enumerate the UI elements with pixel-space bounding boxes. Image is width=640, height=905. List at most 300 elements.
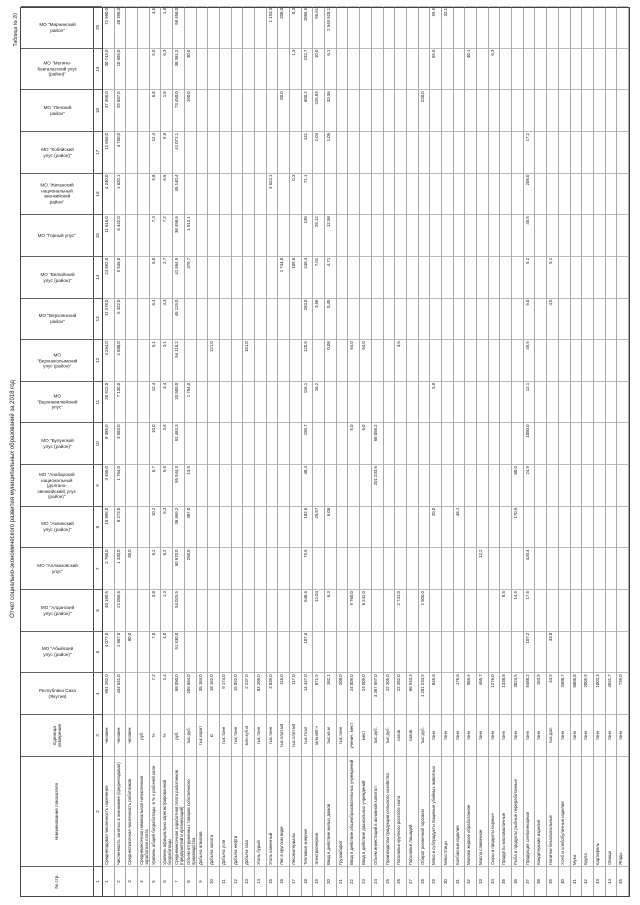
value-cell	[512, 131, 523, 173]
value-cell	[500, 48, 511, 90]
value-cell: 12,58	[325, 214, 336, 256]
table-row	[313, 8, 325, 896]
value-cell: 17,2	[524, 131, 535, 173]
row-number: 8	[185, 866, 196, 896]
value-cell	[489, 464, 500, 506]
value-cell: 15 092,0	[232, 672, 243, 714]
table-row	[594, 8, 606, 896]
value-cell: 2 688,0	[115, 339, 126, 381]
value-cell: 3 839,0	[267, 672, 278, 714]
value-cell: 5,6	[161, 464, 172, 506]
value-cell	[571, 589, 582, 631]
value-cell: 6,0	[348, 422, 359, 464]
value-cell	[337, 589, 348, 631]
value-cell: 183,9	[535, 672, 546, 714]
table-row	[442, 8, 454, 896]
value-cell	[290, 381, 301, 423]
value-cell	[535, 422, 546, 464]
value-cell	[372, 381, 383, 423]
value-cell	[384, 381, 395, 423]
column-header-label: Республика Саха (Якутия)	[38, 688, 76, 699]
row-number: 11	[220, 866, 231, 896]
value-cell	[384, 89, 395, 131]
unit: тыс.тонн	[220, 714, 231, 756]
value-cell	[360, 6, 371, 48]
value-cell	[535, 298, 546, 340]
value-cell	[197, 6, 208, 48]
value-cell: 80,0	[512, 464, 523, 506]
value-cell: 206,0	[524, 173, 535, 215]
value-cell: 40,1	[465, 48, 476, 90]
value-cell: 5,0	[150, 48, 161, 90]
value-cell	[395, 547, 406, 589]
value-cell	[220, 339, 231, 381]
value-cell	[617, 381, 628, 423]
value-cell: 8 273,0	[115, 506, 126, 548]
value-cell: 4,5	[547, 298, 558, 340]
value-cell	[337, 131, 348, 173]
row-number: 39	[547, 866, 558, 896]
value-cell	[278, 298, 289, 340]
value-cell	[582, 6, 593, 48]
value-cell: 4,0	[161, 631, 172, 673]
value-cell	[384, 298, 395, 340]
value-cell: 9 760,0	[348, 589, 359, 631]
value-cell	[442, 506, 453, 548]
value-cell: 109,6	[290, 256, 301, 298]
table-row	[115, 8, 127, 896]
value-cell	[582, 89, 593, 131]
value-cell	[524, 506, 535, 548]
value-cell	[278, 131, 289, 173]
value-cell: 107,2	[524, 631, 535, 673]
value-cell: 170,6	[512, 506, 523, 548]
row-number: 25	[384, 866, 395, 896]
value-cell	[559, 422, 570, 464]
value-cell	[278, 422, 289, 464]
value-cell	[582, 381, 593, 423]
value-cell	[547, 506, 558, 548]
value-cell	[267, 89, 278, 131]
value-cell: 5,0	[430, 381, 441, 423]
unit: тонн	[512, 714, 523, 756]
value-cell	[617, 6, 628, 48]
value-cell: 176,6	[454, 672, 465, 714]
indicator-name: Рыба и продукты рыбные переработанные	[512, 756, 523, 866]
value-cell	[571, 547, 582, 589]
value-cell	[419, 547, 430, 589]
indicator-name: Картофель	[594, 756, 605, 866]
value-cell: 17,6	[524, 589, 535, 631]
value-cell	[384, 631, 395, 673]
column-number: 4	[93, 672, 102, 714]
value-cell	[372, 89, 383, 131]
indicator-name: Сыры и продукты сырные	[489, 756, 500, 866]
unit: тыс.руб.	[185, 714, 196, 756]
value-cell	[348, 298, 359, 340]
value-cell	[255, 547, 266, 589]
value-cell	[500, 89, 511, 131]
column-header-label: МО "Верхнеколымский улус (район)"	[36, 352, 78, 369]
value-cell	[395, 6, 406, 48]
value-cell	[290, 547, 301, 589]
column-header-label: МО "Мегино-Кангаласский улус (район)"	[37, 60, 77, 77]
value-cell: 45,5	[524, 339, 535, 381]
row-number: 6	[161, 866, 172, 896]
value-cell	[407, 298, 418, 340]
value-cell	[290, 298, 301, 340]
value-cell	[138, 589, 149, 631]
value-cell	[243, 506, 254, 548]
indicator-name: Среднемесячная заработная плата работников (предприятий и организаций)	[173, 756, 184, 866]
value-cell	[512, 256, 523, 298]
indicator-name: Уголь каменный	[267, 756, 278, 866]
value-cell	[208, 173, 219, 215]
indicator-name: Добыча угля	[220, 756, 231, 866]
table-row	[267, 8, 279, 896]
value-cell	[465, 589, 476, 631]
value-cell	[126, 506, 137, 548]
column-number-row	[93, 8, 103, 896]
value-cell	[559, 464, 570, 506]
value-cell	[582, 214, 593, 256]
value-cell: 1 193,3	[267, 6, 278, 48]
value-cell: 6,0	[360, 422, 371, 464]
value-cell	[617, 214, 628, 256]
row-number: 1	[103, 866, 114, 896]
value-cell	[185, 589, 196, 631]
value-cell	[337, 89, 348, 131]
value-cell: 13,5	[185, 464, 196, 506]
value-cell	[606, 256, 617, 298]
value-cell	[290, 464, 301, 506]
value-cell: 25,57	[313, 506, 324, 548]
value-cell	[594, 214, 605, 256]
value-cell	[372, 131, 383, 173]
column-header	[21, 506, 93, 548]
value-cell	[138, 298, 149, 340]
value-cell: 434 641,0	[115, 672, 126, 714]
table-row	[606, 8, 618, 896]
value-cell	[232, 589, 243, 631]
value-cell	[617, 506, 628, 548]
value-cell: 107,6	[302, 631, 313, 673]
value-cell: 92 483,3	[173, 422, 184, 464]
value-cell	[243, 173, 254, 215]
value-cell	[419, 422, 430, 464]
value-cell	[442, 464, 453, 506]
value-cell	[232, 422, 243, 464]
value-cell	[582, 506, 593, 548]
row-number: 18	[302, 866, 313, 896]
value-cell	[617, 173, 628, 215]
value-cell	[512, 631, 523, 673]
value-cell: 79,6	[302, 547, 313, 589]
value-cell	[559, 131, 570, 173]
value-cell	[208, 131, 219, 173]
value-cell	[220, 547, 231, 589]
value-cell	[512, 381, 523, 423]
unit: тыс.карат	[197, 714, 208, 756]
value-cell	[126, 381, 137, 423]
value-cell	[454, 89, 465, 131]
value-cell: 12,4	[150, 131, 161, 173]
value-cell	[384, 464, 395, 506]
column-header	[21, 214, 93, 256]
row-number: 33	[477, 866, 488, 896]
value-cell	[606, 48, 617, 90]
value-cell	[606, 173, 617, 215]
value-cell	[348, 464, 359, 506]
value-cell	[278, 589, 289, 631]
value-cell: 4 240,0	[103, 173, 114, 215]
value-cell	[500, 131, 511, 173]
value-cell	[126, 339, 137, 381]
value-cell	[582, 48, 593, 90]
value-cell	[535, 547, 546, 589]
value-cell: 0,45	[325, 298, 336, 340]
value-cell	[500, 381, 511, 423]
value-cell	[430, 631, 441, 673]
indicator-name: Объем отгруженных товаров собственного производства	[185, 756, 196, 866]
unit: тонн	[465, 714, 476, 756]
value-cell	[594, 131, 605, 173]
table-row	[232, 8, 244, 896]
value-cell	[571, 131, 582, 173]
value-cell	[419, 464, 430, 506]
value-cell: 40 160,5	[103, 589, 114, 631]
table-row	[524, 8, 536, 896]
value-cell	[395, 214, 406, 256]
indicator-name: Среднегодовая численность населения	[103, 756, 114, 866]
indicator-name: Продукция хлебопекарная	[524, 756, 535, 866]
value-cell	[138, 48, 149, 90]
value-cell	[465, 131, 476, 173]
value-cell: 29 687,0	[115, 89, 126, 131]
value-cell	[243, 547, 254, 589]
value-cell: 83 206,0	[255, 672, 266, 714]
indicator-name: Лесоматериалы	[290, 756, 301, 866]
value-cell: 68 058,2	[372, 422, 383, 464]
value-cell	[337, 214, 348, 256]
value-cell: 0,08	[325, 339, 336, 381]
table-row	[290, 8, 302, 896]
value-cell	[489, 547, 500, 589]
value-cell	[267, 589, 278, 631]
column-number: 19	[93, 48, 102, 90]
value-cell	[594, 339, 605, 381]
value-cell: 871,5	[313, 672, 324, 714]
value-cell	[185, 339, 196, 381]
unit: тонн	[535, 714, 546, 756]
value-cell: 10 698,0	[115, 48, 126, 90]
value-cell	[430, 464, 441, 506]
value-cell	[419, 381, 430, 423]
indicator-name: Мясо и субпродукты пищевые убойных животных	[430, 756, 441, 866]
value-cell: 209 664,0	[185, 672, 196, 714]
value-cell	[384, 422, 395, 464]
value-cell	[465, 631, 476, 673]
value-cell	[267, 256, 278, 298]
value-cell	[594, 89, 605, 131]
value-cell	[372, 214, 383, 256]
value-cell	[220, 256, 231, 298]
value-cell	[442, 631, 453, 673]
column-number: 7	[93, 547, 102, 589]
table-row	[489, 8, 501, 896]
value-cell	[442, 422, 453, 464]
value-cell	[594, 464, 605, 506]
value-cell	[606, 547, 617, 589]
value-cell	[477, 131, 488, 173]
value-cell: 3 583,0	[115, 422, 126, 464]
value-cell: 38 498,6	[173, 214, 184, 256]
value-cell	[465, 6, 476, 48]
value-cell	[360, 506, 371, 548]
value-cell	[407, 547, 418, 589]
value-cell	[419, 631, 430, 673]
table-row	[571, 8, 583, 896]
indicator-name: Овощи	[606, 756, 617, 866]
value-cell	[465, 547, 476, 589]
value-cell: 5,2	[524, 256, 535, 298]
value-cell	[535, 381, 546, 423]
row-number: 21	[337, 866, 348, 896]
value-cell	[337, 464, 348, 506]
value-cell	[313, 173, 324, 215]
indicator-name: Поголовье крупного рогатого скота	[395, 756, 406, 866]
value-cell	[606, 422, 617, 464]
value-cell	[617, 339, 628, 381]
column-header	[21, 631, 93, 673]
value-cell	[384, 547, 395, 589]
value-cell	[255, 214, 266, 256]
value-cell: 232,7	[302, 48, 313, 90]
value-cell: 3 367 667,0	[372, 672, 383, 714]
value-cell	[407, 173, 418, 215]
column-number: 8	[93, 506, 102, 548]
value-cell	[454, 256, 465, 298]
value-cell: 41 071,1	[173, 131, 184, 173]
value-cell: 4 254,0	[103, 339, 114, 381]
value-cell	[571, 506, 582, 548]
value-cell	[208, 506, 219, 548]
value-cell	[337, 631, 348, 673]
table-row	[348, 8, 360, 896]
column-number: 6	[93, 589, 102, 631]
value-cell: 3,1	[161, 339, 172, 381]
value-cell	[465, 422, 476, 464]
value-cell	[430, 298, 441, 340]
value-cell	[138, 339, 149, 381]
row-number: 42	[582, 866, 593, 896]
value-cell	[395, 422, 406, 464]
column-header	[21, 672, 93, 714]
value-cell	[267, 339, 278, 381]
column-header-label: МО "Абыйский улус (район)"	[41, 646, 73, 658]
value-cell	[571, 298, 582, 340]
value-cell	[232, 631, 243, 673]
value-cell	[278, 631, 289, 673]
value-cell	[559, 298, 570, 340]
column-header	[21, 464, 93, 506]
column-header	[21, 131, 93, 173]
row-number: 12	[232, 866, 243, 896]
value-cell: 9 546,0	[115, 256, 126, 298]
value-cell: 1,8	[161, 89, 172, 131]
column-number: 15	[93, 214, 102, 256]
column-number: 14	[93, 256, 102, 298]
value-cell	[559, 173, 570, 215]
value-cell	[594, 298, 605, 340]
value-cell	[454, 339, 465, 381]
value-cell: 1 512,1	[185, 214, 196, 256]
value-cell	[197, 298, 208, 340]
value-cell	[559, 506, 570, 548]
value-cell	[138, 547, 149, 589]
value-cell	[606, 589, 617, 631]
value-cell	[197, 214, 208, 256]
table-row	[255, 8, 267, 896]
row-number: 16	[278, 866, 289, 896]
value-cell	[594, 589, 605, 631]
indicator-name: Продукты кисломолочные	[500, 756, 511, 866]
value-cell	[290, 506, 301, 548]
value-cell: 7,0	[150, 631, 161, 673]
value-cell: 190,0	[185, 89, 196, 131]
value-cell: 465,7	[477, 672, 488, 714]
table-label: Таблица № 20	[13, 13, 19, 47]
value-cell	[500, 214, 511, 256]
value-cell	[384, 339, 395, 381]
value-cell	[477, 381, 488, 423]
value-cell: 4,71	[325, 256, 336, 298]
value-cell	[220, 48, 231, 90]
value-cell	[197, 131, 208, 173]
value-cell: 150,7	[302, 422, 313, 464]
value-cell	[384, 256, 395, 298]
value-cell	[208, 589, 219, 631]
value-cell	[337, 298, 348, 340]
table-row	[197, 8, 209, 896]
value-cell	[594, 6, 605, 48]
row-number: 28	[419, 866, 430, 896]
value-cell: 182,1	[325, 672, 336, 714]
value-cell	[278, 339, 289, 381]
value-cell	[208, 48, 219, 90]
value-cell: 66 943,3	[407, 672, 418, 714]
value-cell	[442, 256, 453, 298]
value-cell	[500, 631, 511, 673]
table-row	[559, 8, 571, 896]
value-cell	[535, 48, 546, 90]
row-number: 2	[115, 866, 126, 896]
indicator-name: Ввод в действие дошкольных учреждений	[360, 756, 371, 866]
value-cell	[337, 48, 348, 90]
unit: млн.кВт.ч	[313, 714, 324, 756]
row-number: 44	[606, 866, 617, 896]
document-title: Отчет социально-экономического развития муниципальных образований за 2018 год	[10, 380, 16, 618]
indicator-name: Уголь бурый	[255, 756, 266, 866]
value-cell	[500, 173, 511, 215]
value-cell	[512, 422, 523, 464]
value-cell	[197, 89, 208, 131]
column-number: 13	[93, 298, 102, 340]
value-cell	[185, 631, 196, 673]
value-cell	[267, 48, 278, 90]
value-cell: 5,1	[547, 256, 558, 298]
value-cell	[571, 48, 582, 90]
